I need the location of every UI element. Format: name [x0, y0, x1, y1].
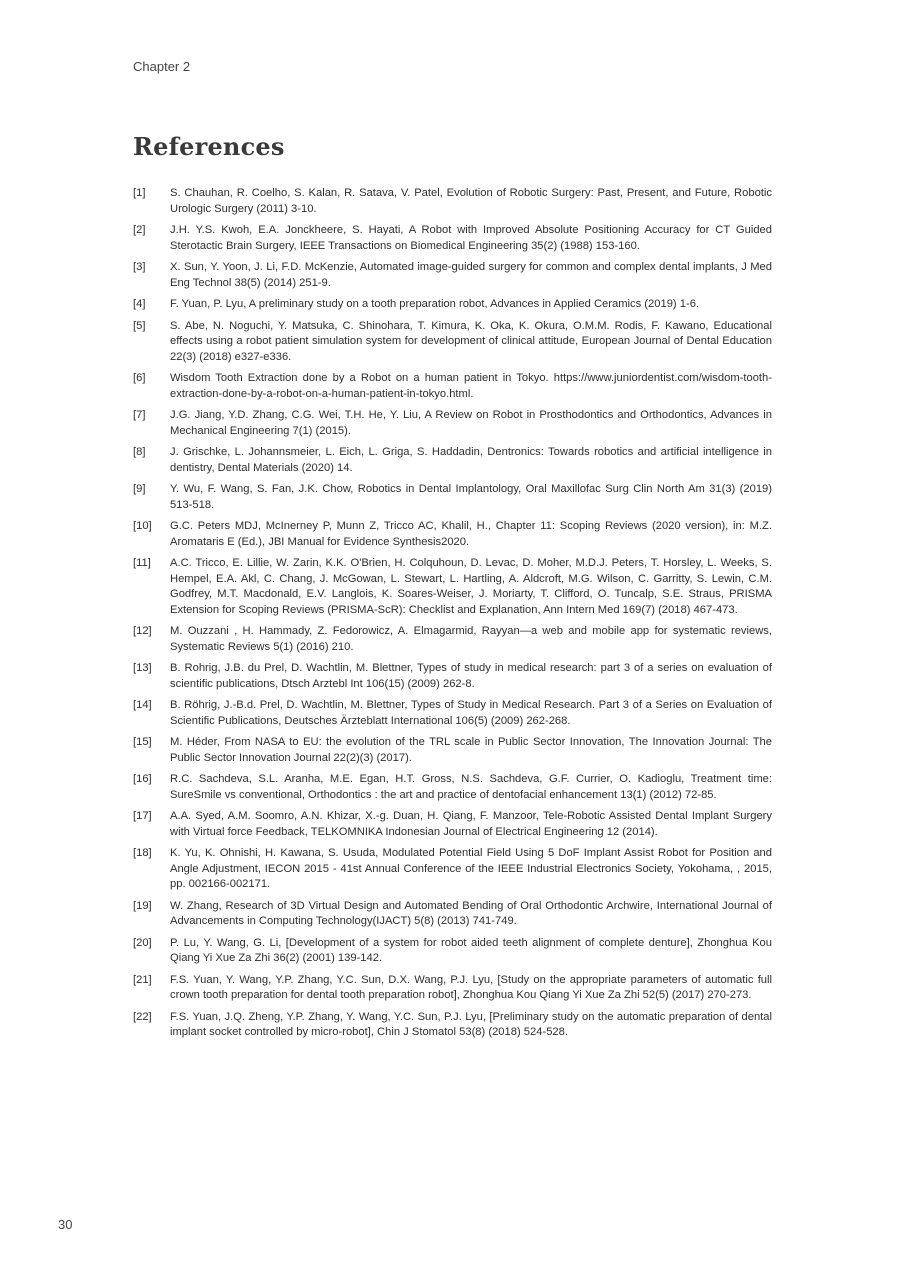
reference-number: [22]: [133, 1010, 152, 1023]
reference-item: [133, 661, 772, 692]
reference-item: [133, 846, 772, 893]
reference-item: [133, 519, 772, 550]
reference-number: [6]: [133, 372, 146, 384]
running-header: Chapter 2: [133, 59, 191, 74]
reference-number: [11]: [133, 557, 151, 569]
reference-text: A.A. Syed, A.M. Soomro, A.N. Khizar, X.-g. Duan, H. Qiang, F. Manzoor, Tele-Robotic Assisted Dental Implant Surgery with Virtual force Feedback, TELKOMNIKA Indonesian Journal of Electrical Engineering 12 (2014).: [170, 810, 772, 838]
reference-item: [133, 936, 772, 967]
reference-number: [19]: [133, 899, 152, 912]
reference-number: [18]: [133, 847, 152, 859]
reference-item: [133, 809, 772, 840]
reference-number: [9]: [133, 483, 146, 495]
reference-text: F.S. Yuan, J.Q. Zheng, Y.P. Zhang, Y. Wang, Y.C. Sun, P.J. Lyu, [Preliminary study on the automatic preparation of dental implant socket controlled by micro-robot], Chin J Stomatol 53(8) (2018) 524-528.: [170, 1010, 772, 1038]
reference-number: [20]: [133, 936, 152, 949]
reference-item: [133, 319, 772, 366]
reference-number: [14]: [133, 699, 152, 711]
reference-item: [133, 624, 772, 655]
reference-text: R.C. Sachdeva, S.L. Aranha, M.E. Egan, H.T. Gross, N.S. Sachdeva, G.F. Currier, O. Kadioglu, Treatment time: SureSmile vs conventional, Orthodontics : the art and practice of dentofacial enhancement 13(1) (2012) 72-85.: [170, 773, 772, 801]
reference-number: [8]: [133, 446, 146, 458]
reference-text: J.H. Y.S. Kwoh, E.A. Jonckheere, S. Hayati, A Robot with Improved Absolute Positioning Accuracy for CT Guided Sterotactic Brain Surgery, IEEE Transactions on Biomedical Engineering 35(2) (1988) 153-160.: [170, 224, 772, 252]
reference-item: [133, 260, 772, 291]
reference-text: W. Zhang, Research of 3D Virtual Design and Automated Bending of Oral Orthodontic Archwire, International Journal of Advancements in Computing Technology(IJACT) 5(8) (2013) 741-749.: [170, 899, 772, 927]
page-number: 30: [58, 1217, 73, 1232]
reference-item: [133, 1010, 772, 1041]
reference-number: [10]: [133, 520, 152, 532]
reference-text: P. Lu, Y. Wang, G. Li, [Development of a system for robot aided teeth alignment of complete denture], Zhonghua Kou Qiang Yi Xue Za Zhi 36(2) (2001) 139-142.: [170, 936, 772, 964]
section-title: References: [133, 132, 285, 161]
reference-text: X. Sun, Y. Yoon, J. Li, F.D. McKenzie, Automated image-guided surgery for common and complex dental implants, J Med Eng Technol 38(5) (2014) 251-9.: [170, 261, 772, 289]
reference-number: [3]: [133, 261, 146, 273]
reference-text: F. Yuan, P. Lyu, A preliminary study on a tooth preparation robot, Advances in Applied Ceramics (2019) 1-6.: [170, 298, 700, 310]
reference-text: M. Ouzzani , H. Hammady, Z. Fedorowicz, A. Elmagarmid, Rayyan—a web and mobile app for systematic reviews, Systematic Reviews 5(1) (2016) 210.: [170, 625, 772, 653]
reference-item: [133, 556, 772, 618]
reference-text: Y. Wu, F. Wang, S. Fan, J.K. Chow, Robotics in Dental Implantology, Oral Maxillofac Surg Clin North Am 31(3) (2019) 513-518.: [170, 483, 772, 511]
reference-item: [133, 297, 772, 313]
reference-text: M. Héder, From NASA to EU: the evolution of the TRL scale in Public Sector Innovation, The Innovation Journal: The Public Sector Innovation Journal 22(2)(3) (2017).: [170, 736, 772, 764]
reference-item: [133, 735, 772, 766]
reference-text: B. Röhrig, J.-B.d. Prel, D. Wachtlin, M. Blettner, Types of Study in Medical Research. Part 3 of a Series on Evaluation of Scientific Publications, Deutsches Ärzteblatt International 106(5) (2009) 262-268.: [170, 699, 772, 727]
reference-number: [21]: [133, 973, 152, 986]
reference-number: [2]: [133, 224, 146, 236]
reference-number: [5]: [133, 319, 146, 332]
reference-number: [4]: [133, 298, 146, 310]
reference-item: [133, 698, 772, 729]
reference-item: [133, 899, 772, 930]
reference-item: [133, 973, 772, 1004]
reference-item: [133, 186, 772, 217]
reference-text: S. Chauhan, R. Coelho, S. Kalan, R. Satava, V. Patel, Evolution of Robotic Surgery: Past, Present, and Future, Robotic Urologic Surgery (2011) 3-10.: [170, 187, 772, 215]
reference-text: A.C. Tricco, E. Lillie, W. Zarin, K.K. O'Brien, H. Colquhoun, D. Levac, D. Moher, M.D.J. Peters, T. Horsley, L. Weeks, S. Hempel, E.A. Akl, C. Chang, J. McGowan, L. Stewart, L. Hartling, A. Aldcroft, M.G. Wilson, C. Garritty, S. Lewin, C.M. Godfrey, M.T. Macdonald, E.V. Langlois, K. Soares-Weiser, J. Moriarty, T. Clifford, O. Tuncalp, S.E. Straus, PRISMA Extension for Scoping Reviews (PRISMA-ScR): Checklist and Explanation, Ann Intern Med 169(7) (2018) 467-473.: [170, 557, 772, 616]
reference-list: [133, 186, 772, 1047]
reference-number: [17]: [133, 810, 152, 822]
reference-item: [133, 408, 772, 439]
reference-item: [133, 371, 772, 402]
reference-number: [1]: [133, 187, 146, 199]
reference-text: B. Rohrig, J.B. du Prel, D. Wachtlin, M. Blettner, Types of study in medical research: part 3 of a series on evaluation of scientific publications, Dtsch Arztebl Int 106(15) (2009) 262-8.: [170, 662, 772, 690]
reference-number: [16]: [133, 773, 152, 785]
reference-text: J.G. Jiang, Y.D. Zhang, C.G. Wei, T.H. He, Y. Liu, A Review on Robot in Prosthodontics and Orthodontics, Advances in Mechanical Engineering 7(1) (2015).: [170, 409, 772, 437]
reference-text: S. Abe, N. Noguchi, Y. Matsuka, C. Shinohara, T. Kimura, K. Oka, K. Okura, O.M.M. Rodis, F. Kawano, Educational effects using a robot patient simulation system for development of clinical attitude, European Journal of Dental Education 22(3) (2018) e327-e336.: [170, 319, 772, 363]
reference-number: [15]: [133, 736, 152, 748]
reference-item: [133, 445, 772, 476]
reference-text: K. Yu, K. Ohnishi, H. Kawana, S. Usuda, Modulated Potential Field Using 5 DoF Implant Assist Robot for Position and Angle Adjustment, IECON 2015 - 41st Annual Conference of the IEEE Industrial Electronics Society, Yokohama, , 2015, pp. 002166-002171.: [170, 847, 772, 890]
reference-number: [7]: [133, 409, 146, 421]
reference-number: [12]: [133, 625, 152, 637]
reference-item: [133, 772, 772, 803]
reference-text: Wisdom Tooth Extraction done by a Robot on a human patient in Tokyo. https://www.juniordentist.com/wisdom-tooth-extraction-done-by-a-robot-on-a-human-patient-in-tokyo.html.: [170, 372, 772, 400]
reference-item: [133, 482, 772, 513]
reference-text: J. Grischke, L. Johannsmeier, L. Eich, L. Griga, S. Haddadin, Dentronics: Towards robotics and artificial intelligence in dentistry, Dental Materials (2020) 14.: [170, 446, 772, 474]
reference-number: [13]: [133, 662, 152, 674]
reference-text: G.C. Peters MDJ, McInerney P, Munn Z, Tricco AC, Khalil, H., Chapter 11: Scoping Reviews (2020 version), in: M.Z. Aromataris E (Ed.), JBI Manual for Evidence Synthesis2020.: [170, 520, 772, 548]
reference-item: [133, 223, 772, 254]
reference-text: F.S. Yuan, Y. Wang, Y.P. Zhang, Y.C. Sun, D.X. Wang, P.J. Lyu, [Study on the appropriate parameters of automatic full crown tooth preparation for dental tooth preparation robot], Zhonghua Kou Qiang Yi Xue Za Zhi 52(5) (2017) 270-273.: [170, 973, 772, 1001]
